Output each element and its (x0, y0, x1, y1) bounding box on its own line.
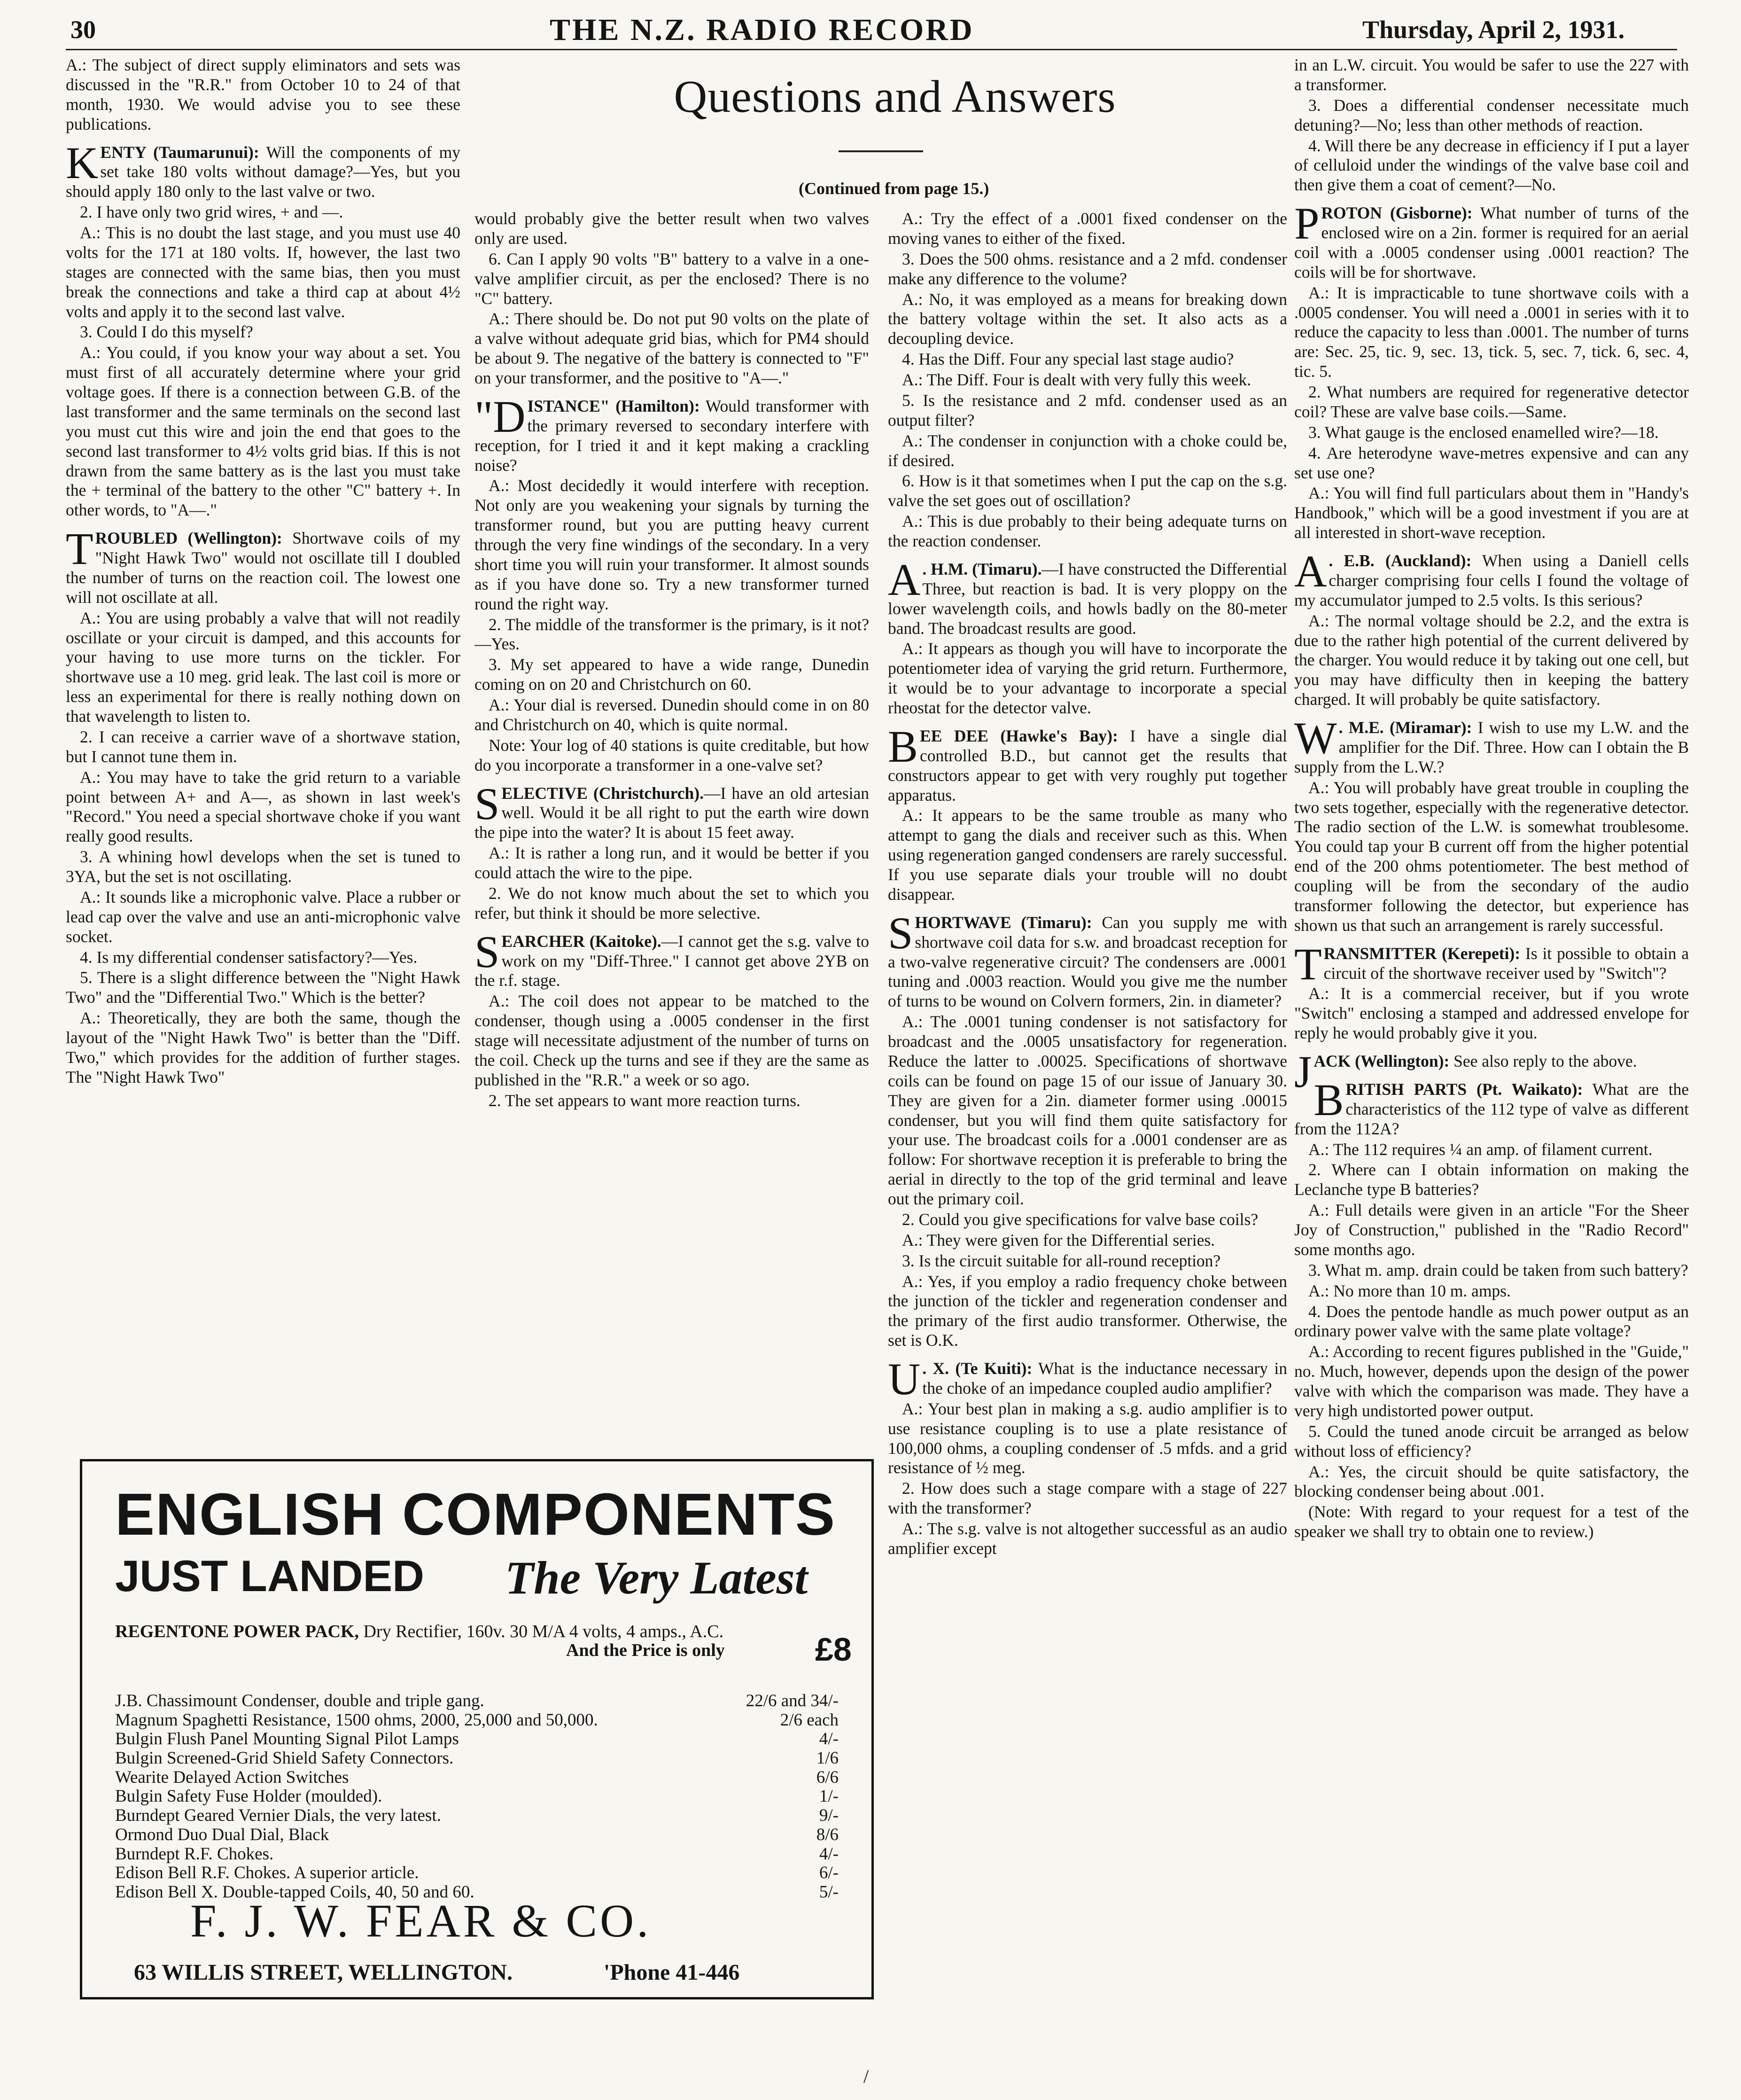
folio-mark: / (863, 2066, 869, 2087)
ad-item-price: 6/- (819, 1863, 839, 1883)
paragraph-text: Shortwave coils of my "Night Hawk Two" would not oscillate till I doubled the number of turns on the reaction coil. The lowest one will not oscillate at all. (66, 529, 460, 607)
drop-cap: U (888, 1354, 921, 1404)
paragraph-text: (Note: With regard to your request for a test of the speaker we shall try to obtain one to review.) (1294, 1502, 1689, 1541)
ad-list-item (115, 1749, 839, 1768)
paragraph-text: 3. Does the 500 ohms. resistance and a 2 mfd. condenser make any difference to the volume? (888, 249, 1287, 288)
ad-item-price: 6/6 (816, 1767, 839, 1787)
paragraph-text: A.: The .0001 tuning condenser is not satisfactory for broadcast and the .0005 unsatisfactory for regeneration. Reduce the latter to .00025. Specifications of shortwave coils can be found on page 15 of our issue of January 30. They are given for a 2in. diameter former using .00015 condenser, but you will find them quite satisfactory for your use. The broadcast coils for a .0001 condenser are as follow: For shortwave reception it is preferable to bring the aerial in directly to the top of the grid terminal and leave out the primary coil. (888, 1012, 1287, 1208)
drop-cap: T (66, 523, 93, 574)
paragraph-text: 3. My set appeared to have a wide range, Dunedin coming on on 20 and Christchurch on 60. (474, 655, 869, 694)
paragraph (66, 968, 460, 1007)
paragraph-text: 6. How is it that sometimes when I put the cap on the s.g. valve the set goes out of oscillation? (888, 471, 1287, 510)
paragraph-text: 3. What m. amp. drain could be taken from such battery? (1308, 1260, 1688, 1280)
paragraph-text: A.: Most decidedly it would interfere with reception. Not only are you weakening your signals by turning the transformer round, but you are putting heavy current through the very fine windings of the secondary. In a very short time you will ruin your transformer. It almost sounds as if you have done so. Try a new transformer turned round the right way. (474, 476, 869, 613)
paragraph (474, 250, 869, 309)
paragraph-text: 2. Could you give specifications for valve base coils? (902, 1210, 1259, 1229)
paragraph (888, 370, 1287, 390)
column-3 (888, 209, 1287, 2056)
paragraph (1294, 136, 1689, 195)
correspondent-name: ISTANCE" (Hamilton): (527, 396, 700, 415)
ad-promo-text: Dry Rectifier, 160v. 30 M/A 4 volts, 4 amps., A.C. (363, 1622, 724, 1641)
paragraph (474, 884, 869, 923)
drop-cap: "D (474, 391, 526, 442)
ad-item-name: Bulgin Flush Panel Mounting Signal Pilot Lamps (115, 1729, 459, 1749)
paragraph (888, 1210, 1287, 1230)
paragraph-text: 2. I can receive a carrier wave of a shortwave station, but I cannot tune them in. (66, 727, 460, 766)
issue-date: Thursday, April 2, 1931. (1362, 16, 1625, 44)
drop-cap: P (1294, 198, 1320, 249)
paragraph (888, 1231, 1287, 1250)
drop-cap: S (474, 926, 500, 977)
paragraph (474, 615, 869, 655)
paragraph (66, 343, 460, 520)
ad-tagline: The Very Latest (505, 1552, 808, 1604)
paragraph (1294, 1140, 1689, 1160)
paragraph-text: Is it possible to obtain a circuit of the shortwave receiver used by "Switch"? (1323, 944, 1689, 983)
paragraph (888, 512, 1287, 551)
paragraph-text: A.: You are using probably a valve that will not readily oscillate or your circuit is damped, and this accounts for your having to use more turns on the tickler. For shortwave use a 10 meg. grid leak. The last coil is more or less an experimental for there is really nothing down on that wavelength to listen to. (66, 608, 460, 726)
paragraph-text: 4. Does the pentode handle as much power output as an ordinary power valve with the same plate voltage? (1294, 1302, 1689, 1341)
ad-address: 63 WILLIS STREET, WELLINGTON. (134, 1960, 513, 1985)
paragraph-text: A.: There should be. Do not put 90 volts on the plate of a valve without adequate grid bias, which for PM4 should be about 9. The negative of the battery is connected to "F" on your transformer, and the positive to "A—." (474, 309, 869, 387)
paragraph-text: A.: The coil does not appear to be matched to the condenser, though using a .0005 condenser in the first stage will necessitate adjustment of the number of turns on the coil. Check up the turns and see if they are the same as published in the "R.R." a week or so ago. (474, 991, 869, 1089)
ad-item-name: Burndept R.F. Chokes. (115, 1844, 274, 1864)
paragraph (474, 309, 869, 388)
paragraph-text: A.: No more than 10 m. amps. (1308, 1281, 1511, 1300)
paragraph-text: What are the characteristics of the 112 type of valve as different from the 112A? (1294, 1079, 1689, 1138)
drop-cap: A (1294, 546, 1327, 596)
paragraph-text: A.: You will find full particulars about them in "Handy's Handbook," which will be a good investment if you are at all interested in short-wave reception. (1294, 484, 1689, 542)
paragraph (474, 1091, 869, 1111)
paragraph-text: A.: The Diff. Four is dealt with very fully this week. (902, 370, 1251, 389)
paragraph (1294, 1281, 1689, 1301)
paragraph-text: A.: Theoretically, they are both the same, though the layout of the "Night Hawk Two" is better than the "Diff. Two," which provides for the addition of further stages. The "Night Hawk Two" (66, 1008, 460, 1086)
paragraph (1294, 611, 1689, 710)
paragraph (888, 391, 1287, 430)
title-rule (839, 150, 923, 152)
ad-price-list (115, 1692, 839, 1902)
paragraph (66, 847, 460, 887)
correspondent-name: HORTWAVE (Timaru): (915, 913, 1092, 932)
paragraph-text: 4. Has the Diff. Four any special last stage audio? (902, 350, 1234, 369)
ad-item-price: 8/6 (816, 1825, 839, 1844)
paragraph-text: When using a Daniell cells charger comprising four cells I found the voltage of my accumulator jumped to 2.5 volts. Is this serious? (1294, 551, 1689, 609)
paragraph (1294, 96, 1689, 135)
paragraph (888, 639, 1287, 718)
correspondent-name: . E.B. (Auckland): (1329, 551, 1472, 570)
paragraph (888, 290, 1287, 349)
paragraph (1294, 1422, 1689, 1461)
ad-item-price: 22/6 and 34/- (746, 1691, 839, 1710)
ad-list-item (115, 1787, 839, 1806)
ad-item-name: Magnum Spaghetti Resistance, 1500 ohms, 2000, 25,000 and 50,000. (115, 1710, 598, 1730)
paragraph (1294, 484, 1689, 543)
paragraph-text: 2. What numbers are required for regenerative detector coil? These are valve base coils.—Same. (1294, 383, 1689, 421)
paragraph (888, 806, 1287, 904)
paragraph-text: A.: It is a commercial receiver, but if you wrote "Switch" enclosing a stamped and addressed envelope for reply he would probably give it you. (1294, 984, 1689, 1043)
paragraph-text: A.: You could, if you know your way about a set. You must first of all accurately determine where your grid voltage goes. If there is a connection between G.B. of the last transformer and the same terminals on the second last you must cut this wire and join the end that goes to the second last transformer to 4½ volts grid bias. If this is not drawn from the same battery as is the last you must take the + terminal of the battery to the other "C" battery +. In other words, to "A—." (66, 343, 460, 520)
paragraph-text: 2. We do not know much about the set to which you refer, but think it should be more selective. (474, 883, 869, 922)
paragraph-text: What number of turns of the enclosed wire on a 2in. former is required for an aerial coil with a .0005 condenser using .0001 reaction? The coils will be for shortwave. (1294, 203, 1689, 281)
column-4 (1294, 55, 1689, 2057)
ad-list-item (115, 1692, 839, 1711)
ad-item-name: Bulgin Screened-Grid Shield Safety Connectors. (115, 1749, 454, 1768)
paragraph-text: 3. Could I do this myself? (80, 322, 253, 342)
publication-title: THE N.Z. RADIO RECORD (550, 13, 974, 47)
paragraph-text: A.: Yes, if you employ a radio frequency choke between the junction of the tickler and regeneration condenser and the primary of the first audio transformer. Otherwise, the set is O.K. (888, 1272, 1287, 1350)
drop-cap: W (1294, 713, 1337, 763)
correspondent-name: ENTY (Taumarunui): (100, 142, 259, 162)
correspondent-name: . X. (Te Kuiti): (922, 1359, 1033, 1378)
correspondent-name: EARCHER (Kaitoke). (501, 931, 661, 951)
ad-firm-name: F. J. W. FEAR & CO. (190, 1895, 652, 1947)
paragraph-text: I have a single dial controlled B.D., but cannot get the results that constructors appear to get with very roughly put together apparatus. (888, 726, 1287, 804)
paragraph-text: A.: It is impracticable to tune shortwave coils with a .0005 condenser. You will need a .0001 in series with it to reduce the capacity to less than .0001. The number of turns are: Sec. 25, tic. 9, sec. 13, tick. 5, sec. 7, tick. 6, sec. 4, tic. 5. (1294, 283, 1689, 381)
paragraph (66, 727, 460, 767)
paragraph (1294, 1462, 1689, 1502)
paragraph-text: See also reply to the above. (1449, 1052, 1637, 1070)
paragraph-text: I wish to use my L.W. and the amplifier for the Dif. Three. How can I obtain the B supply from the L.W.? (1294, 718, 1689, 776)
paragraph-text: 3. Does a differential condenser necessitate much detuning?—No; less than other methods of reaction. (1294, 95, 1689, 134)
letter-heading (888, 721, 1287, 805)
paragraph-text: A.: It appears as though you will have to incorporate the potentiometer idea of varying the grid return. Furthermore, it would be to your advantage to incorporate a special rheostat for the detector valve. (888, 639, 1287, 717)
ad-list-item (115, 1711, 839, 1730)
paragraph-text: A.: It is rather a long run, and it would be better if you could attach the wire to the pipe. (474, 843, 869, 882)
paragraph (1294, 444, 1689, 483)
ad-item-name: Burndept Geared Vernier Dials, the very latest. (115, 1806, 441, 1826)
paragraph (474, 695, 869, 735)
paragraph-text: —I cannot get the s.g. valve to work on my "Diff-Three." I cannot get above 2YB on the r.f. stage. (474, 931, 869, 990)
paragraph (1294, 1261, 1689, 1280)
ad-list-item (115, 1845, 839, 1864)
ad-item-price: 2/6 each (780, 1710, 839, 1730)
paragraph (888, 471, 1287, 511)
paragraph (1294, 1160, 1689, 1200)
paragraph (66, 948, 460, 968)
drop-cap: S (474, 778, 500, 829)
ad-item-price: 4/- (819, 1729, 839, 1749)
paragraph (888, 1399, 1287, 1478)
paragraph (66, 322, 460, 342)
ad-item-price: 1/- (819, 1787, 839, 1806)
drop-cap: B (888, 721, 918, 772)
paragraph (66, 768, 460, 847)
ad-list-item (115, 1806, 839, 1826)
paragraph-text: 6. Can I apply 90 volts "B" battery to a valve in a one-valve amplifier circuit, as per the enclosed? There is no "C" battery. (474, 249, 869, 308)
paragraph-text: A.: Your best plan in making a s.g. audio amplifier is to use resistance coupling is to use a plate resistance of 100,000 ohms, a coupling condenser of .5 mfds. and a grid resistance of ½ meg. (888, 1399, 1287, 1477)
paragraph (66, 55, 460, 134)
paragraph-text: Note: Your log of 40 stations is quite creditable, but how do you incorporate a transformer in a one-valve set? (474, 735, 869, 774)
letter-heading (474, 926, 869, 991)
paragraph (888, 1272, 1287, 1351)
ad-price-value: £8 (815, 1631, 852, 1668)
correspondent-name: ACK (Wellington): (1314, 1052, 1450, 1070)
paragraph-text: 3. What gauge is the enclosed enamelled wire?—18. (1308, 422, 1659, 442)
paragraph-text: Will the components of my set take 180 volts without damage?—Yes, but you should apply 180 only to the last valve or two. (66, 142, 460, 201)
paragraph-text: A.: This is no doubt the last stage, and you must use 40 volts for the 171 at 180 volts. If, however, the last two stages are connected with the same bias, then you must break the connections and take a third cap at about 4½ volts and apply it to the second last valve. (66, 223, 460, 321)
paragraph-text: A.: The 112 requires ¼ an amp. of filament current. (1308, 1140, 1653, 1159)
column-1 (66, 55, 460, 1446)
correspondent-name: ROTON (Gisborne): (1321, 203, 1473, 223)
paragraph (66, 203, 460, 222)
ad-item-name: J.B. Chassimount Condenser, double and triple gang. (115, 1691, 484, 1710)
paragraph (66, 223, 460, 321)
paragraph-text: —I have an old artesian well. Would it be all right to put the earth wire down the pipe into the water? It is about 15 feet away. (474, 783, 869, 842)
paragraph (1294, 423, 1689, 443)
paragraph-text: A.: Your dial is reversed. Dunedin should come in on 80 and Christchurch on 40, which is quite normal. (474, 695, 869, 734)
page-number: 30 (70, 16, 96, 44)
correspondent-name: RITISH PARTS (Pt. Waikato): (1345, 1079, 1583, 1099)
paragraph (66, 888, 460, 947)
letter-heading (66, 523, 460, 608)
paragraph-text: 4. Are heterodyne wave-metres expensive and can any set use one? (1294, 443, 1689, 482)
ad-item-name: Bulgin Safety Fuse Holder (moulded). (115, 1787, 382, 1806)
drop-cap: B (1314, 1074, 1344, 1125)
ad-list-item (115, 1768, 839, 1788)
paragraph-text: A.: No, it was employed as a means for breaking down the battery voltage within the set. It also acts as a decoupling device. (888, 289, 1287, 348)
paragraph (1294, 1302, 1689, 1342)
header-rule (66, 49, 1677, 50)
paragraph (888, 1479, 1287, 1518)
drop-cap: K (66, 137, 99, 188)
letter-heading (888, 907, 1287, 1011)
paragraph-text: A.: You will probably have great trouble in coupling the two sets together, especially with the regenerative detector. The radio section of the L.W. is somewhat troublesome. You could tap your B current off from the higher potential end of the 200 ohms potentiometer. The best method of coupling will be from the secondary of the audio transformer following the detector, but experience has shown us that such an arrangement is rarely successful. (1294, 778, 1689, 935)
paragraph-text: 5. There is a slight difference between the "Night Hawk Two" and the "Differential Two." Which is the better? (66, 968, 460, 1007)
column-2 (474, 209, 869, 1445)
drop-cap: T (1294, 938, 1322, 989)
paragraph-text: 3. A whining howl develops when the set is tuned to 3YA, but the set is not oscillating. (66, 847, 460, 886)
paragraph-text: A.: It appears to be the same trouble as many who attempt to gang the dials and receiver such as this. When using regeneration ganged condensers are rarely successful. If you use separate dials your trouble will no doubt disappear. (888, 806, 1287, 904)
letter-heading (888, 1354, 1287, 1404)
ad-item-name: Wearite Delayed Action Switches (115, 1767, 349, 1787)
paragraph (1294, 984, 1689, 1043)
paragraph-text: 4. Is my differential condenser satisfactory?—Yes. (80, 947, 418, 967)
letter-heading (1294, 1074, 1689, 1139)
paragraph (474, 209, 869, 249)
paragraph (888, 250, 1287, 289)
letter-heading (474, 391, 869, 476)
letter-heading (66, 137, 460, 202)
paragraph-text: A.: They were given for the Differential series. (902, 1230, 1215, 1249)
continued-note: (Continued from page 15.) (799, 179, 989, 198)
advertisement (80, 1459, 874, 1999)
paragraph (888, 1519, 1287, 1559)
correspondent-name: ROUBLED (Wellington): (95, 529, 282, 548)
paragraph (474, 991, 869, 1090)
page-header (0, 8, 1741, 51)
ad-item-price: 9/- (819, 1806, 839, 1826)
paragraph (66, 609, 460, 726)
paragraph-text: 2. The middle of the transformer is the primary, is it not?—Yes. (474, 615, 869, 654)
paragraph (1294, 283, 1689, 382)
paragraph-text: Can you supply me with shortwave coil data for s.w. and broadcast reception for a two-valve regenerative circuit? The condensers are .0001 tuning and .0003 reaction. Would you give me the number of turns to be wound on Colvern formers, 2in. in diameter? (888, 913, 1287, 1011)
paragraph (474, 476, 869, 614)
paragraph (1294, 1342, 1689, 1421)
ad-list-item (115, 1864, 839, 1883)
letter-heading (1294, 938, 1689, 989)
paragraph (474, 655, 869, 695)
ad-item-price: 5/- (819, 1882, 839, 1902)
paragraph-text: Would transformer with the primary reversed to secondary interfere with reception, for I tried it and it kept making a crackling noise? (474, 396, 869, 475)
paragraph-text: A.: It sounds like a microphonic valve. Place a rubber or lead cap over the valve and use an anti-microphonic valve socket. (66, 887, 460, 946)
drop-cap: A (888, 554, 921, 605)
paragraph-text: 2. How does such a stage compare with a stage of 227 with the transformer? (888, 1479, 1287, 1518)
paragraph (888, 1251, 1287, 1271)
paragraph-text: A.: This is due probably to their being adequate turns on the reaction condenser. (888, 512, 1287, 550)
correspondent-name: RANSMITTER (Kerepeti): (1323, 944, 1521, 963)
ad-list-item (115, 1826, 839, 1845)
drop-cap: J (1294, 1046, 1312, 1097)
correspondent-name: . M.E. (Miramar): (1338, 718, 1472, 737)
paragraph (474, 843, 869, 883)
ad-promo-name: REGENTONE POWER PACK, (115, 1622, 359, 1641)
paragraph-text: 3. Is the circuit suitable for all-round reception? (902, 1251, 1221, 1270)
paragraph (474, 736, 869, 775)
ad-item-price: 4/- (819, 1844, 839, 1864)
paragraph (888, 431, 1287, 471)
paragraph-text: A.: The normal voltage should be 2.2, and the extra is due to the rather high potential of the current delivered by the charger. You would reduce it by taking out one cell, but you may have difficulty then in keeping the battery charged. It will probably be quite satisfactory. (1294, 611, 1689, 709)
paragraph-text: 5. Could the tuned anode circuit be arranged as below without loss of efficiency? (1294, 1421, 1689, 1460)
paragraph-text: —I have constructed the Differential Three, but reaction is bad. It is very ploppy on the lower wavelength coils, and howls badly on the 80-meter band. The broadcast results are good. (888, 559, 1287, 638)
correspondent-name: . H.M. (Timaru). (922, 559, 1042, 578)
paragraph (888, 350, 1287, 369)
ad-list-item (115, 1730, 839, 1749)
paragraph-text: 2. I have only two grid wires, + and —. (80, 203, 343, 222)
ad-item-price: 1/6 (816, 1749, 839, 1768)
letter-heading (1294, 546, 1689, 610)
paragraph-text: 2. The set appears to want more reaction turns. (489, 1091, 801, 1110)
paragraph-text: 4. Will there be any decrease in efficiency if I put a layer of celluloid under the windings of the valve base coil and then give them a coat of cement?—No. (1294, 136, 1689, 195)
paragraph-text: A.: According to recent figures published in the "Guide," no. Much, however, depends upon the design of the power valve with which the comparison was made. They have a very high undistorted power output. (1294, 1342, 1689, 1420)
paragraph (1294, 1201, 1689, 1260)
ad-subheadline: JUST LANDED (115, 1551, 425, 1600)
paragraph (1294, 55, 1689, 95)
ad-item-name: Ormond Duo Dual Dial, Black (115, 1825, 329, 1844)
paragraph (1294, 1502, 1689, 1542)
section-title: Questions and Answers (674, 71, 1116, 122)
paragraph-text: would probably give the better result when two valves only are used. (474, 209, 869, 248)
paragraph-text: What is the inductance necessary in the choke of an impedance coupled audio amplifier? (922, 1359, 1287, 1397)
letter-heading (474, 778, 869, 843)
paragraph (1294, 778, 1689, 936)
drop-cap: S (888, 907, 913, 958)
ad-headline: ENGLISH COMPONENTS (115, 1481, 836, 1547)
ad-promo (115, 1621, 848, 1642)
correspondent-name: EE DEE (Hawke's Bay): (920, 726, 1118, 745)
paragraph-text: A.: Full details were given in an article "For the Sheer Joy of Construction," published in the "Radio Record" some months ago. (1294, 1201, 1689, 1259)
paragraph-text: A.: The subject of direct supply eliminators and sets was discussed in the "R.R." from October 10 to 24 of that month, 1930. We would advise you to see these publications. (66, 55, 460, 133)
paragraph-text: A.: Try the effect of a .0001 fixed condenser on the moving vanes to either of the fixed. (888, 209, 1287, 248)
correspondent-name: ELECTIVE (Christchurch). (501, 783, 704, 803)
letter-heading (888, 554, 1287, 639)
letter-heading (1294, 198, 1689, 282)
paragraph (888, 1012, 1287, 1209)
paragraph-text: A.: The condenser in conjunction with a choke could be, if desired. (888, 431, 1287, 470)
paragraph (66, 1008, 460, 1087)
paragraph-text: A.: You may have to take the grid return to a variable point between A+ and A—, as shown in last week's "Record." You need a special shortwave choke if you want really good results. (66, 767, 460, 846)
ad-price-label: And the Price is only (566, 1640, 725, 1660)
paragraph-text: A.: The s.g. valve is not altogether successful as an audio amplifier except (888, 1519, 1287, 1558)
letter-heading (1294, 713, 1689, 777)
ad-phone: 'Phone 41-446 (604, 1960, 740, 1985)
ad-item-name: Edison Bell R.F. Chokes. A superior article. (115, 1863, 419, 1883)
paragraph-text: 2. Where can I obtain information on making the Leclanche type B batteries? (1294, 1160, 1689, 1199)
paragraph-text: 5. Is the resistance and 2 mfd. condenser used as an output filter? (888, 390, 1287, 429)
paragraph-text: A.: Yes, the circuit should be quite satisfactory, the blocking condenser being about .001. (1294, 1462, 1689, 1501)
paragraph (1294, 383, 1689, 422)
paragraph (888, 209, 1287, 249)
ad-item-name: Edison Bell X. Double-tapped Coils, 40, 50 and 60. (115, 1882, 474, 1902)
paragraph-text: in an L.W. circuit. You would be safer to use the 227 with a transformer. (1294, 55, 1689, 94)
